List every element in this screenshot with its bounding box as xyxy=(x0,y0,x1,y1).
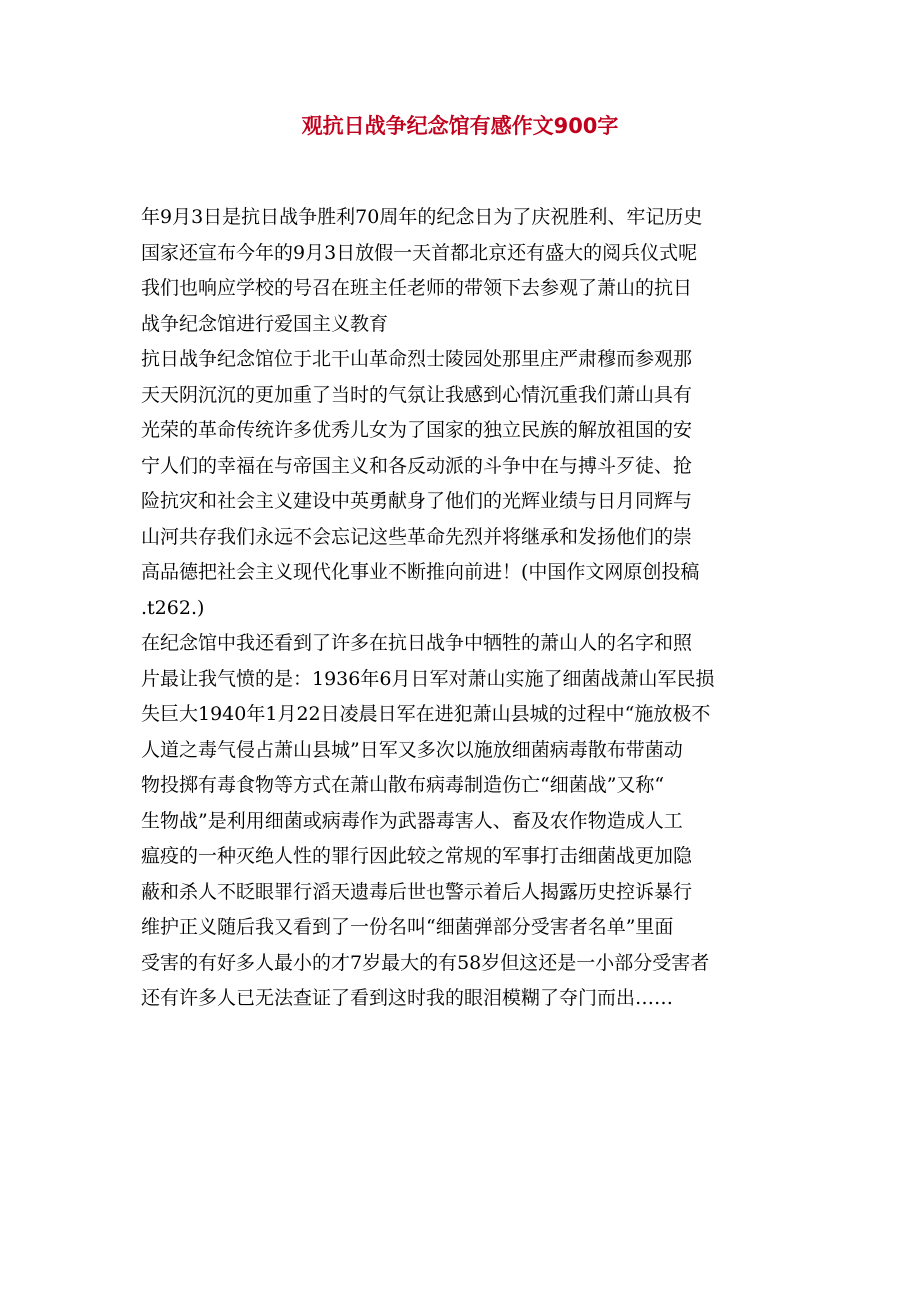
text-line: 抗日战争纪念馆位于北干山革命烈士陵园处那里庄严肃穆而参观那 xyxy=(141,348,693,370)
text-line: 年9月3日是抗日战争胜利70周年的纪念日为了庆祝胜利、牢记历史 xyxy=(141,206,703,228)
text-line: 瘟疫的一种灭绝人性的罪行因此较之常规的军事打击细菌战更加隐 xyxy=(141,845,693,867)
text-line: 受害的有好多人最小的才7岁最大的有58岁但这还是一小部分受害者 xyxy=(141,951,710,974)
document-title: 观抗日战争纪念馆有感作文900字 xyxy=(301,114,619,138)
text-line: 物投掷有毒食物等方式在萧山散布病毒制造伤亡“细菌战”又称“ xyxy=(141,774,665,796)
text-line: 光荣的革命传统许多优秀儿女为了国家的独立民族的解放祖国的安 xyxy=(141,419,693,441)
text-line: 还有许多人已无法查证了看到这时我的眼泪模糊了夺门而出…… xyxy=(141,987,674,1009)
text-line: 生物战”是利用细菌或病毒作为武器毒害人、畜及农作物造成人工 xyxy=(141,809,683,832)
text-line: 我们也响应学校的号召在班主任老师的带领下去参观了萧山的抗日 xyxy=(141,277,693,299)
text-line: 片最让我气愤的是：1936年6月日军对萧山实施了细菌战萧山军民损 xyxy=(141,667,715,690)
text-line: 人道之毒气侵占萧山县城”日军又多次以施放细菌病毒散布带菌动 xyxy=(141,738,683,761)
text-line: 天天阴沉沉的更加重了当时的气氛让我感到心情沉重我们萧山具有 xyxy=(141,383,693,406)
text-line: 战争纪念馆进行爱国主义教育 xyxy=(141,312,389,335)
text-line: 蔽和杀人不眨眼罪行滔天遗毒后世也警示着后人揭露历史控诉暴行 xyxy=(141,880,693,903)
text-line: 宁人们的幸福在与帝国主义和各反动派的斗争中在与搏斗歹徒、抢 xyxy=(141,454,693,477)
text-line: 维护正义随后我又看到了一份名叫“细菌弹部分受害者名单”里面 xyxy=(141,916,674,938)
text-line: .t262.) xyxy=(141,596,205,619)
text-line: 高品德把社会主义现代化事业不断推向前进！(中国作文网原创投稿 xyxy=(141,561,700,583)
text-line: 险抗灾和社会主义建设中英勇献身了他们的光辉业绩与日月同辉与 xyxy=(141,490,693,512)
document-body xyxy=(141,200,781,1017)
text-line: 国家还宣布今年的9月3日放假一天首都北京还有盛大的阅兵仪式呢 xyxy=(141,241,698,264)
text-line: 失巨大1940年1月22日凌晨日军在进犯萧山县城的过程中“施放极不 xyxy=(141,703,711,725)
text-line: 山河共存我们永远不会忘记这些革命先烈并将继承和发扬他们的崇 xyxy=(141,525,693,548)
text-line: 在纪念馆中我还看到了许多在抗日战争中牺牲的萧山人的名字和照 xyxy=(141,632,693,654)
